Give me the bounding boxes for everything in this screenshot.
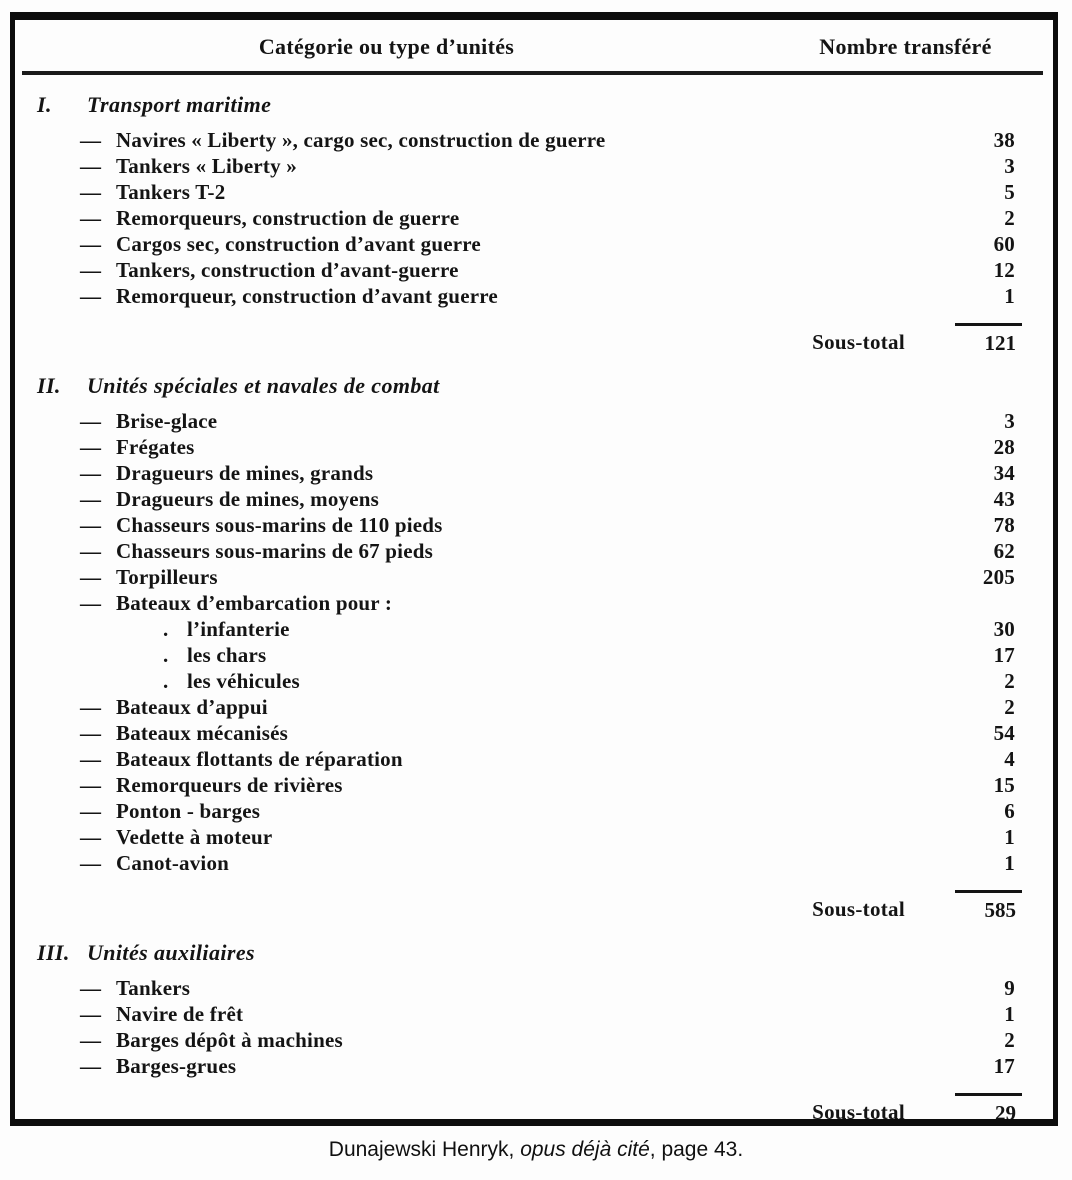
row-label: Tankers, construction d’avant-guerre xyxy=(116,258,459,282)
row-label: Barges-grues xyxy=(116,1054,237,1078)
dash-bullet: — xyxy=(80,565,102,589)
caption-author: Dunajewski Henryk, xyxy=(328,1138,521,1161)
subtotal-label: Sous-total xyxy=(812,330,905,354)
table-row xyxy=(15,746,1053,772)
section-title-text: Unités spéciales et navales de combat xyxy=(87,373,440,398)
table-row xyxy=(15,283,1053,309)
table-header xyxy=(15,20,1053,69)
row-value: 34 xyxy=(993,461,1015,485)
subtotal-label: Sous-total xyxy=(812,897,905,921)
table-row xyxy=(15,179,1053,205)
row-value: 12 xyxy=(993,258,1015,282)
row-label: Chasseurs sous-marins de 67 pieds xyxy=(116,539,433,563)
table-row xyxy=(15,153,1053,179)
row-label: Remorqueurs, construction de guerre xyxy=(116,206,460,230)
row-value: 1 xyxy=(1004,1002,1015,1026)
dash-bullet: — xyxy=(80,154,102,178)
subtotal-row xyxy=(15,890,1053,923)
dot-bullet: . xyxy=(163,669,169,693)
table-row xyxy=(15,486,1053,512)
dash-bullet: — xyxy=(80,284,102,308)
row-label: Barges dépôt à machines xyxy=(116,1028,343,1052)
table-row xyxy=(15,642,1053,668)
table-row xyxy=(15,1001,1053,1027)
section-numeral: III. xyxy=(37,940,70,965)
subtotal-row xyxy=(15,1093,1053,1126)
row-value: 6 xyxy=(1004,799,1015,823)
dash-bullet: — xyxy=(80,1054,102,1078)
dash-bullet: — xyxy=(80,461,102,485)
table-row xyxy=(15,205,1053,231)
dash-bullet: — xyxy=(80,435,102,459)
row-value: 43 xyxy=(993,487,1015,511)
row-value: 9 xyxy=(1004,976,1015,1000)
row-value: 17 xyxy=(993,643,1015,667)
row-label: Tankers xyxy=(116,976,191,1000)
row-value: 30 xyxy=(993,617,1015,641)
dash-bullet: — xyxy=(80,258,102,282)
section-title-3 xyxy=(15,940,1053,966)
dash-bullet: — xyxy=(80,591,102,615)
dot-bullet: . xyxy=(163,643,169,667)
subtotal-label: Sous-total xyxy=(812,1100,905,1124)
table-row xyxy=(15,772,1053,798)
subtotal-row xyxy=(15,323,1053,356)
row-value: 54 xyxy=(993,721,1015,745)
table-row xyxy=(15,975,1053,1001)
row-value: 1 xyxy=(1004,825,1015,849)
row-label: Remorqueur, construction d’avant guerre xyxy=(116,284,498,308)
subtotal-value: 29 xyxy=(955,1093,1022,1126)
row-value: 60 xyxy=(993,232,1015,256)
table-row xyxy=(15,127,1053,153)
dash-bullet: — xyxy=(80,747,102,771)
section-title-1 xyxy=(15,92,1053,118)
subtotal-value: 585 xyxy=(955,890,1022,923)
table-row xyxy=(15,590,1053,616)
section-title-2 xyxy=(15,373,1053,399)
table-row xyxy=(15,824,1053,850)
row-label: Vedette à moteur xyxy=(116,825,273,849)
dash-bullet: — xyxy=(80,128,102,152)
row-label: Bateaux mécanisés xyxy=(116,721,288,745)
row-label: Cargos sec, construction d’avant guerre xyxy=(116,232,481,256)
row-value: 2 xyxy=(1004,669,1015,693)
column-header-category: Catégorie ou type d’unités xyxy=(258,34,515,59)
row-value: 4 xyxy=(1004,747,1015,771)
table-row xyxy=(15,694,1053,720)
table-row xyxy=(15,668,1053,694)
row-value: 38 xyxy=(993,128,1015,152)
dash-bullet: — xyxy=(80,487,102,511)
row-label: Remorqueurs de rivières xyxy=(116,773,343,797)
row-value: 1 xyxy=(1004,284,1015,308)
dash-bullet: — xyxy=(80,232,102,256)
row-value: 17 xyxy=(993,1054,1015,1078)
dash-bullet: — xyxy=(80,695,102,719)
row-value: 3 xyxy=(1004,409,1015,433)
table-row xyxy=(15,231,1053,257)
row-value: 15 xyxy=(993,773,1015,797)
column-header-number: Nombre transféré xyxy=(819,34,992,59)
row-label: Navire de frêt xyxy=(116,1002,244,1026)
row-value: 28 xyxy=(993,435,1015,459)
table-frame xyxy=(10,12,1058,1126)
row-value: 62 xyxy=(993,539,1015,563)
row-label: Dragueurs de mines, moyens xyxy=(116,487,380,511)
row-label: Bateaux flottants de réparation xyxy=(116,747,403,771)
dash-bullet: — xyxy=(80,1002,102,1026)
table-row xyxy=(15,720,1053,746)
row-label: Canot-avion xyxy=(116,851,230,875)
row-label: Tankers T-2 xyxy=(116,180,226,204)
dash-bullet: — xyxy=(80,539,102,563)
row-value: 205 xyxy=(982,565,1015,589)
section-numeral: I. xyxy=(37,92,52,117)
row-label: Ponton - barges xyxy=(116,799,261,823)
row-value: 2 xyxy=(1004,206,1015,230)
dash-bullet: — xyxy=(80,513,102,537)
table-row xyxy=(15,1053,1053,1079)
caption-page: , page 43. xyxy=(649,1138,744,1161)
table-row xyxy=(15,616,1053,642)
dash-bullet: — xyxy=(80,206,102,230)
dash-bullet: — xyxy=(80,409,102,433)
subtotal-value: 121 xyxy=(955,323,1022,356)
row-value: 2 xyxy=(1004,1028,1015,1052)
table-body xyxy=(15,92,1053,1126)
row-label: Bateaux d’embarcation pour : xyxy=(116,591,393,615)
dash-bullet: — xyxy=(80,721,102,745)
dash-bullet: — xyxy=(80,976,102,1000)
dot-bullet: . xyxy=(163,617,169,641)
row-value: 2 xyxy=(1004,695,1015,719)
row-value: 3 xyxy=(1004,154,1015,178)
row-label: Frégates xyxy=(116,435,195,459)
table-row xyxy=(15,512,1053,538)
table-row xyxy=(15,850,1053,876)
row-value: 5 xyxy=(1004,180,1015,204)
row-value: 1 xyxy=(1004,851,1015,875)
row-value: 78 xyxy=(993,513,1015,537)
row-label: Chasseurs sous-marins de 110 pieds xyxy=(116,513,443,537)
table-row xyxy=(15,1027,1053,1053)
caption-work-title: opus déjà cité xyxy=(520,1138,650,1161)
row-label: les véhicules xyxy=(187,669,300,693)
section-numeral: II. xyxy=(37,373,61,398)
table-row xyxy=(15,798,1053,824)
section-title-text: Transport maritime xyxy=(87,92,272,117)
row-label: l’infanterie xyxy=(187,617,290,641)
row-label: Dragueurs de mines, grands xyxy=(116,461,374,485)
table-row xyxy=(15,460,1053,486)
table-row xyxy=(15,257,1053,283)
section-title-text: Unités auxiliaires xyxy=(87,940,255,965)
row-label: Tankers « Liberty » xyxy=(116,154,297,178)
header-divider xyxy=(22,71,1043,75)
source-caption xyxy=(0,1138,1072,1162)
table-row xyxy=(15,408,1053,434)
row-label: Brise-glace xyxy=(116,409,218,433)
row-label: Navires « Liberty », cargo sec, construction de guerre xyxy=(116,128,606,152)
dash-bullet: — xyxy=(80,851,102,875)
table-row xyxy=(15,434,1053,460)
row-label: Bateaux d’appui xyxy=(116,695,268,719)
dash-bullet: — xyxy=(80,1028,102,1052)
table-row xyxy=(15,564,1053,590)
row-label: Torpilleurs xyxy=(116,565,218,589)
dash-bullet: — xyxy=(80,773,102,797)
dash-bullet: — xyxy=(80,180,102,204)
table-row xyxy=(15,538,1053,564)
dash-bullet: — xyxy=(80,825,102,849)
row-label: les chars xyxy=(187,643,267,667)
dash-bullet: — xyxy=(80,799,102,823)
